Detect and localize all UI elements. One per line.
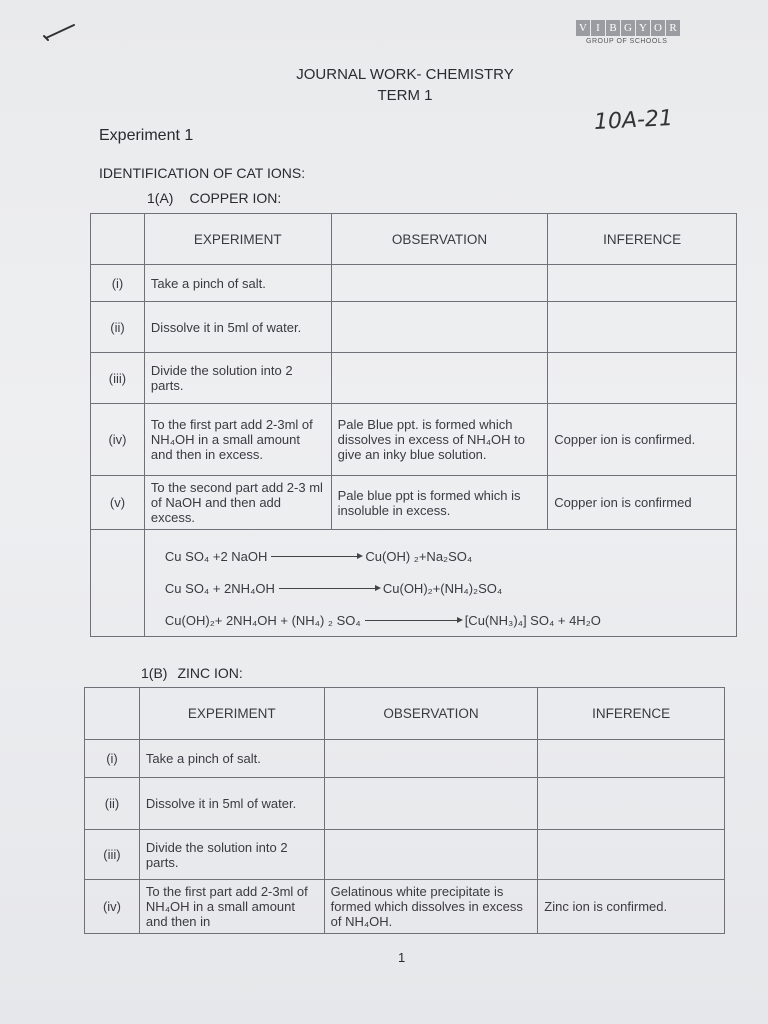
zinc-subtitle — [141, 665, 243, 681]
equation-right: Cu(OH) ₂+Na₂SO₄ — [365, 548, 473, 564]
equations-cell — [144, 530, 736, 637]
logo-letter: G — [621, 20, 635, 36]
row-number: (i) — [85, 740, 140, 778]
inference-cell — [548, 265, 737, 302]
equation-left: Cu SO₄ +2 NaOH — [164, 548, 268, 564]
inference-cell: Copper ion is confirmed. — [548, 404, 737, 476]
inference-cell — [548, 302, 737, 353]
header-blank — [85, 688, 140, 740]
experiment-cell: Take a pinch of salt. — [139, 740, 324, 778]
arrow-icon — [271, 556, 361, 557]
row-number: (ii) — [85, 778, 140, 830]
zinc-table — [84, 687, 725, 934]
inference-cell — [548, 353, 737, 404]
observation-cell: Pale blue ppt is formed which is insoluble in excess. — [331, 476, 548, 530]
equation-left: Cu(OH)₂+ 2NH₄OH + (NH₄) ₂ SO₄ — [164, 612, 361, 628]
term-label: TERM 1 — [377, 87, 433, 104]
inference-cell — [538, 778, 725, 830]
experiment-cell: Divide the solution into 2 parts. — [144, 353, 331, 404]
inference-cell — [538, 740, 725, 778]
inference-cell — [538, 830, 725, 880]
observation-cell: Pale Blue ppt. is formed which dissolves in excess of NH₄OH to give an inky blue solution. — [331, 404, 548, 476]
equation-right: [Cu(NH₃)₄] SO₄ + 4H₂O — [464, 612, 601, 628]
zinc-label: 1(B) — [141, 665, 168, 681]
logo-subtitle: GROUP OF SCHOOLS — [586, 38, 668, 45]
table-row — [85, 740, 725, 778]
copper-subtitle — [147, 190, 281, 206]
copper-table — [90, 213, 737, 637]
equation — [165, 572, 736, 604]
logo-letter: B — [606, 20, 620, 36]
school-logo — [576, 20, 681, 45]
observation-cell — [324, 740, 538, 778]
section-title: IDENTIFICATION OF CAT IONS: — [99, 165, 306, 181]
row-number: (ii) — [91, 302, 145, 353]
inference-cell: Zinc ion is confirmed. — [538, 880, 725, 934]
pen-mark-icon — [42, 22, 78, 42]
header-experiment: EXPERIMENT — [139, 688, 324, 740]
row-number: (iii) — [91, 353, 145, 404]
equations-row — [91, 530, 737, 637]
experiment-cell: Dissolve it in 5ml of water. — [139, 778, 324, 830]
observation-cell: Gelatinous white precipitate is formed which dissolves in excess of NH₄OH. — [324, 880, 538, 934]
page-title: JOURNAL WORK- CHEMISTRY — [296, 66, 514, 83]
handwritten-note: 10A-21 — [593, 105, 674, 136]
header-observation: OBSERVATION — [324, 688, 538, 740]
row-number: (iii) — [85, 830, 140, 880]
arrow-icon — [279, 588, 379, 589]
row-number: (i) — [91, 265, 145, 302]
table-row — [85, 880, 725, 934]
copper-label: 1(A) — [147, 190, 174, 206]
table-row — [91, 302, 737, 353]
row-number: (iv) — [85, 880, 140, 934]
table-row — [91, 265, 737, 302]
zinc-name: ZINC ION: — [177, 665, 243, 681]
table-row — [91, 476, 737, 530]
logo-letter: Y — [636, 20, 650, 36]
inference-cell: Copper ion is confirmed — [548, 476, 737, 530]
header-observation: OBSERVATION — [331, 214, 548, 265]
equation — [165, 604, 736, 636]
page-number: 1 — [398, 950, 406, 965]
table-row — [85, 778, 725, 830]
arrow-icon — [365, 620, 461, 621]
header-blank — [91, 214, 145, 265]
experiment-heading: Experiment 1 — [99, 127, 194, 144]
equation — [165, 540, 736, 572]
logo-letter: R — [666, 20, 680, 36]
logo-letter: I — [591, 20, 605, 36]
logo-letter: O — [651, 20, 665, 36]
table-row — [91, 404, 737, 476]
equation-right: Cu(OH)₂+(NH₄)₂SO₄ — [382, 580, 503, 596]
observation-cell — [331, 302, 548, 353]
row-number: (iv) — [91, 404, 145, 476]
logo-letter: V — [576, 20, 590, 36]
experiment-cell: Divide the solution into 2 parts. — [139, 830, 324, 880]
header-experiment: EXPERIMENT — [144, 214, 331, 265]
observation-cell — [331, 265, 548, 302]
table-row — [91, 353, 737, 404]
table-row — [85, 830, 725, 880]
header-inference: INFERENCE — [538, 688, 725, 740]
experiment-cell: To the second part add 2-3 ml of NaOH and then add excess. — [144, 476, 331, 530]
equations-blank — [91, 530, 145, 637]
experiment-cell: Take a pinch of salt. — [144, 265, 331, 302]
header-inference: INFERENCE — [548, 214, 737, 265]
equation-left: Cu SO₄ + 2NH₄OH — [164, 580, 275, 596]
row-number: (v) — [91, 476, 145, 530]
logo-letters — [576, 20, 681, 36]
observation-cell — [324, 830, 538, 880]
observation-cell — [331, 353, 548, 404]
experiment-cell: To the first part add 2-3ml of NH₄OH in a small amount and then in excess. — [144, 404, 331, 476]
experiment-cell: Dissolve it in 5ml of water. — [144, 302, 331, 353]
experiment-cell: To the first part add 2-3ml of NH₄OH in a small amount and then in — [139, 880, 324, 934]
observation-cell — [324, 778, 538, 830]
copper-name: COPPER ION: — [189, 190, 282, 206]
